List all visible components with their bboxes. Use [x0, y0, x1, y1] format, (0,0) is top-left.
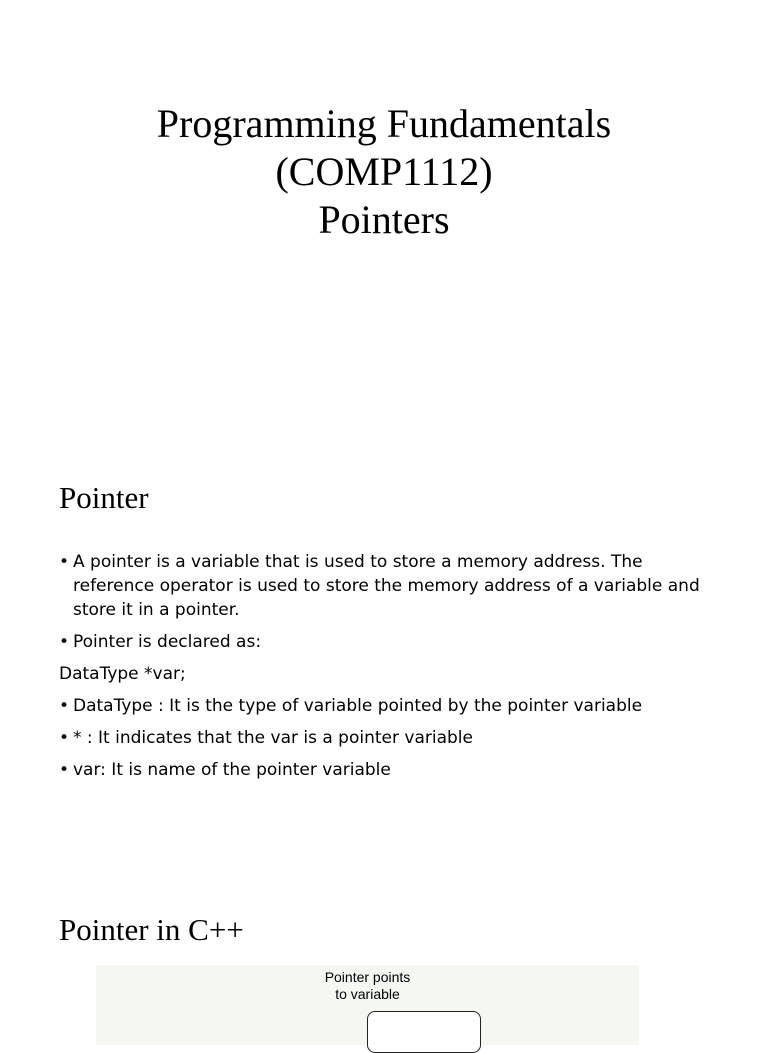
list-item-text: * : It indicates that the var is a pointer variable — [73, 728, 473, 748]
slide-title — [0, 0, 768, 440]
title-line: Pointers — [318, 197, 450, 242]
list-item — [59, 758, 709, 782]
list-item-text: DataType : It is the type of variable pointed by the pointer variable — [73, 696, 643, 716]
list-item-text: var: It is name of the pointer variable — [73, 760, 391, 780]
list-item — [59, 726, 709, 750]
list-item — [59, 694, 709, 718]
title-line: Programming Fundamentals — [156, 101, 612, 146]
variable-box — [367, 1011, 481, 1053]
slide-pointer-cpp — [0, 880, 768, 1024]
list-item — [59, 630, 709, 654]
presentation-title — [0, 100, 768, 244]
slide-heading: Pointer in C++ — [59, 912, 244, 947]
title-line: (COMP1112) — [275, 149, 493, 194]
list-item-text: Pointer is declared as: — [73, 632, 262, 652]
caption-line: Pointer points — [324, 969, 411, 985]
slide-pointer — [0, 440, 768, 880]
bullet-list — [59, 550, 709, 790]
diagram-caption — [96, 969, 639, 1003]
pointer-diagram — [96, 965, 639, 1045]
list-item-text: DataType *var; — [59, 664, 186, 684]
list-item — [59, 662, 709, 686]
slide-heading: Pointer — [59, 480, 149, 515]
list-item — [59, 550, 709, 622]
list-item-text: A pointer is a variable that is used to store a memory address. The reference operator is used to store the memory address of a variable and store it in a pointer. — [73, 552, 700, 620]
caption-line: to variable — [335, 986, 400, 1002]
